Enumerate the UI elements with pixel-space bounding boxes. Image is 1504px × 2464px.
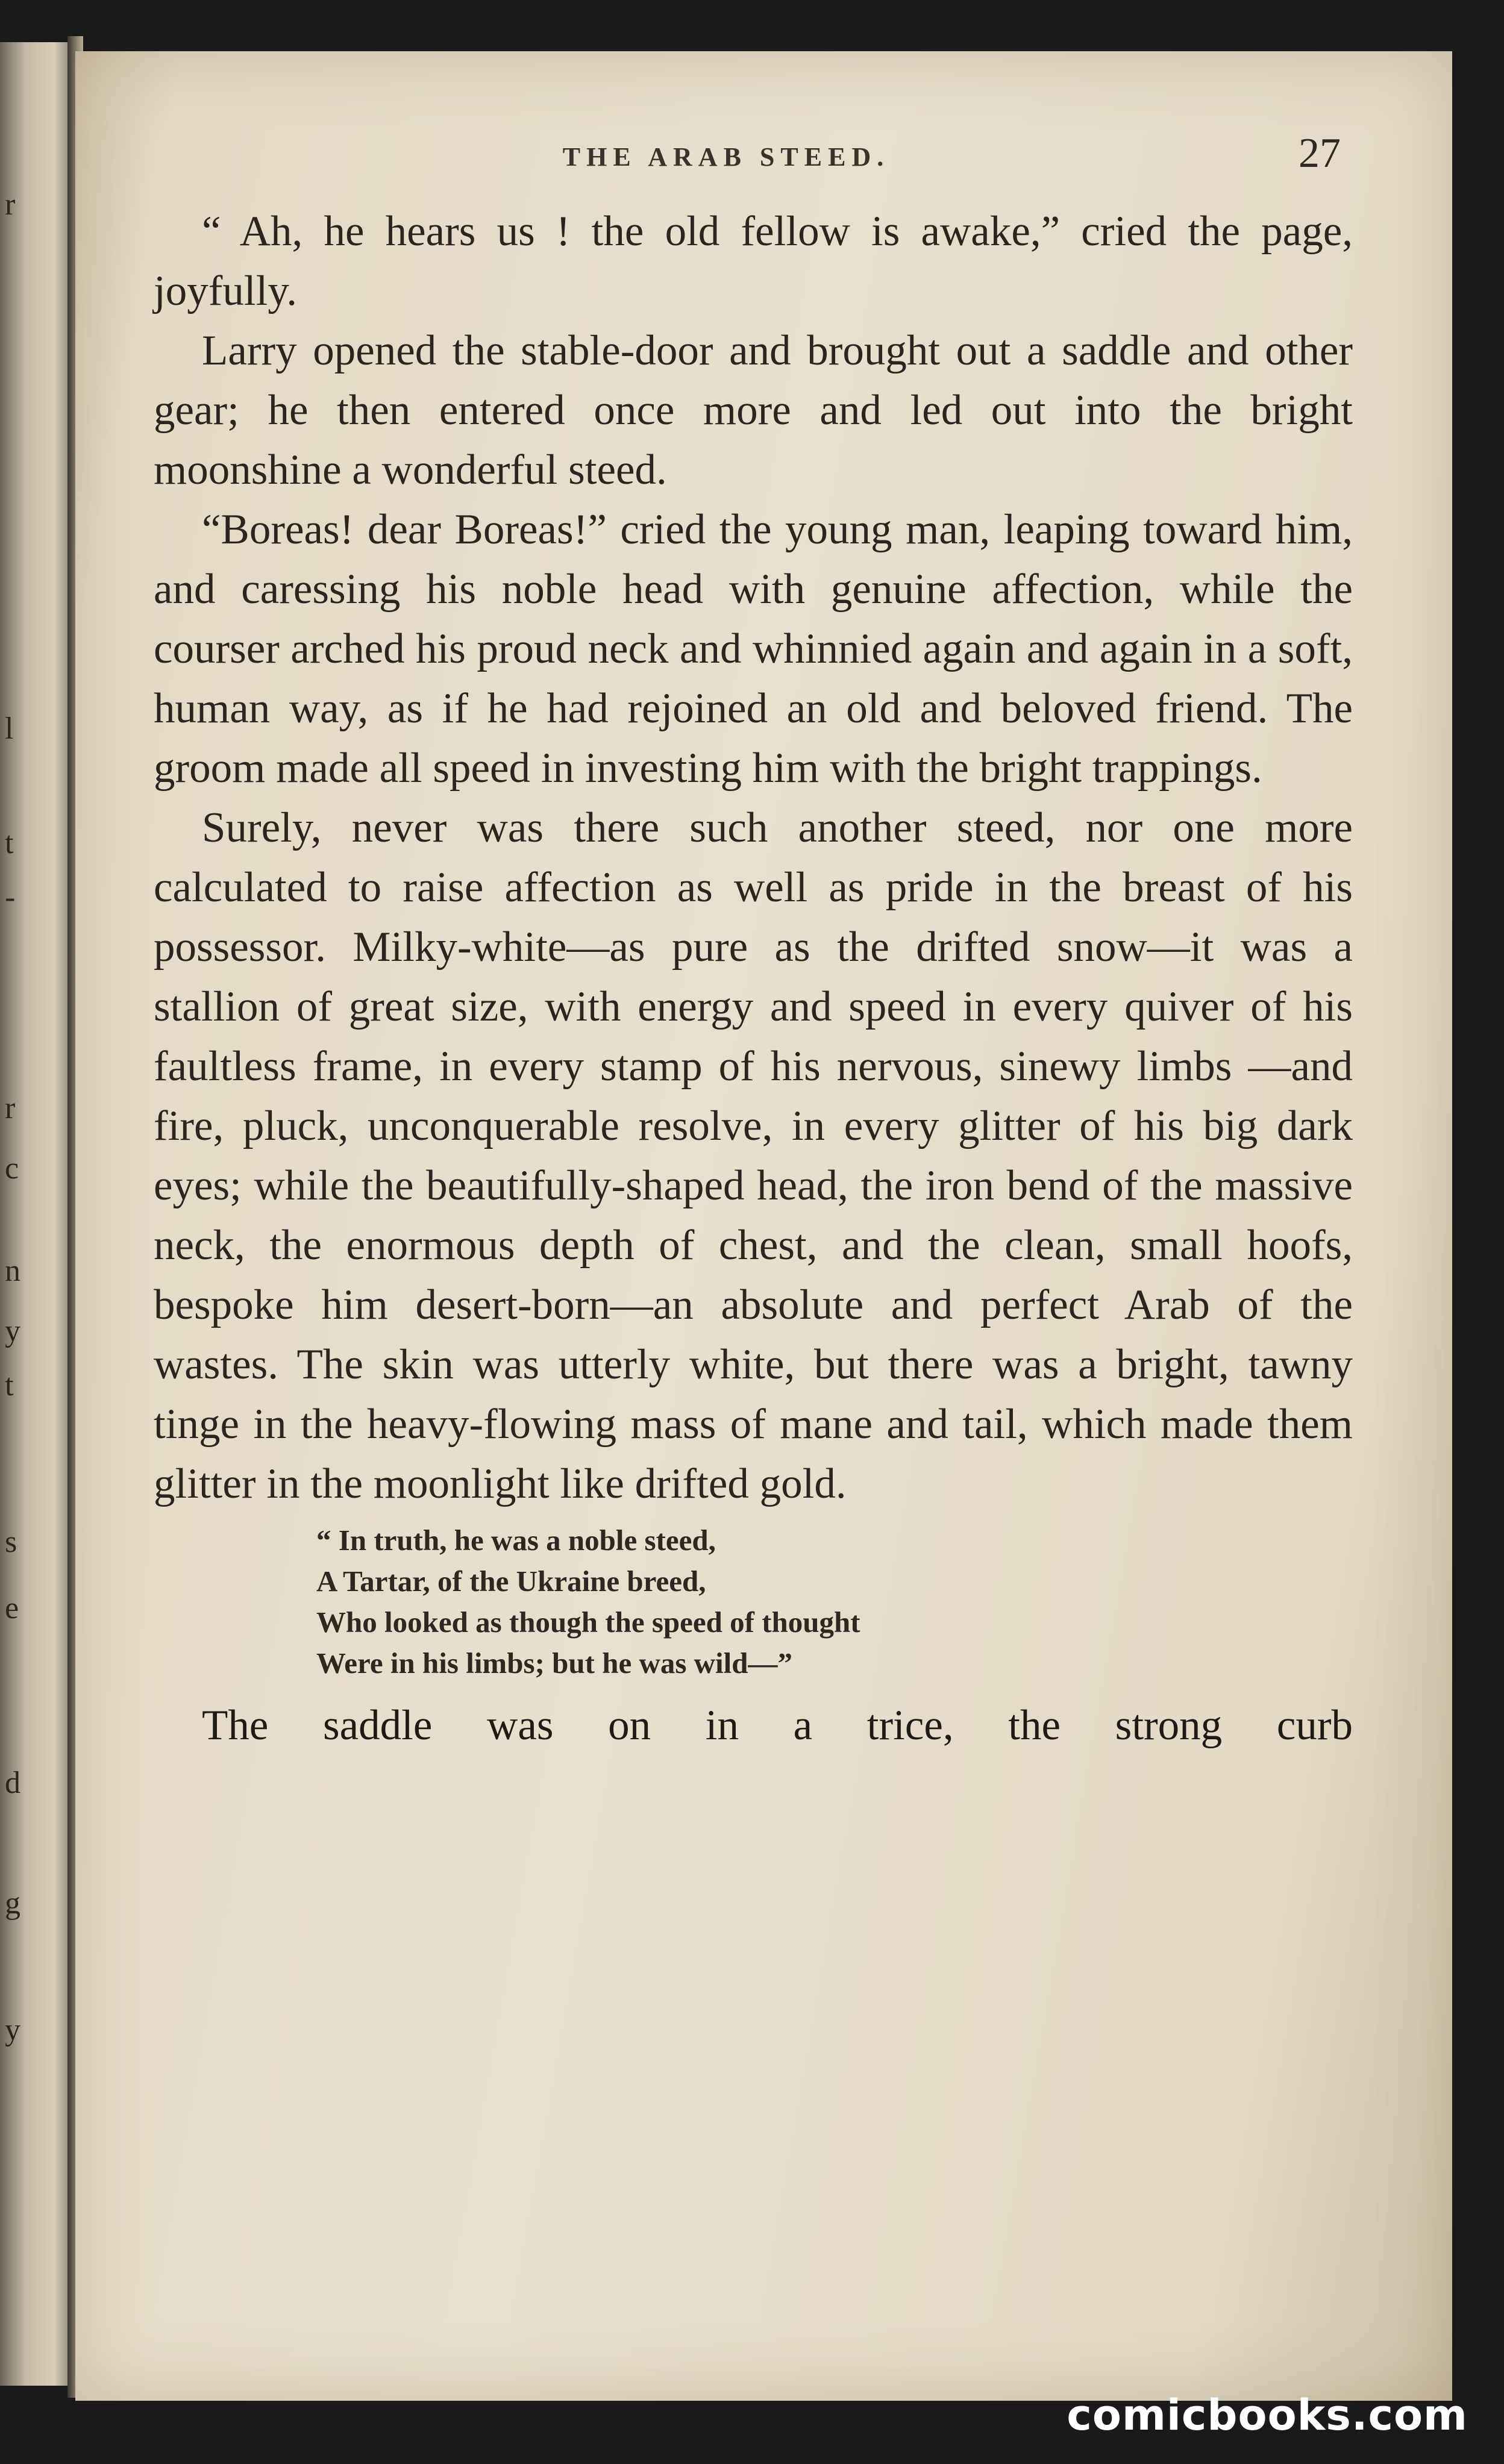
site-watermark: comicbooks.com [1067, 2391, 1468, 2440]
verse-line: “ In truth, he was a noble steed, [316, 1524, 716, 1557]
fragment: t [5, 1368, 14, 1402]
fragment: l [5, 711, 14, 746]
facing-page-fragments [0, 42, 72, 2386]
fragment: y [5, 2013, 20, 2047]
paragraph: Larry opened the stable-door and brought out a saddle and other gear; he then entered once more and led out into the bright moonshine a wonderful steed. [154, 327, 1353, 493]
fragment: s [5, 1525, 17, 1559]
page-number: 27 [1299, 130, 1341, 177]
verse-line: A Tartar, of the Ukraine breed, [316, 1565, 706, 1598]
fragment: d [5, 1766, 20, 1800]
paragraph: “ Ah, he hears us ! the old fellow is awake,” cried the page, joyfully. [154, 208, 1353, 314]
facing-page-edge [0, 42, 72, 2386]
fragment: y [5, 1314, 20, 1348]
fragment: g [5, 1886, 20, 1921]
running-head [154, 130, 1353, 202]
page-text [154, 130, 1353, 1756]
closing-line: The saddle was on in a trice, the strong curb [202, 1702, 1353, 1749]
fragment: - [5, 880, 16, 915]
paragraph: Surely, never was there such another steed, nor one more calculated to raise affection as well as pride in the breast of his possessor. Milky-white—as pure as the drifted snow—it was a stallion of great size, with energy and speed in every quiver of his faultless frame, in every stamp of his nervous, sinewy limbs —and fire, pluck, unconquerable resolve, in every glitter of his big dark eyes; while the beautifully-shaped head, the iron bend of the massive neck, the enormous depth of chest, and the clean, small hoofs, bespoke him desert-born—an absolute and perfect Arab of the wastes. The skin was utterly white, but there was a bright, tawny tinge in the heavy-flowing mass of mane and tail, which made them glitter in the moonlight like drifted gold. [154, 804, 1353, 1507]
fragment: t [5, 826, 14, 860]
verse-line: Were in his limbs; but he was wild—” [316, 1646, 793, 1680]
verse-line: Who looked as though the speed of thought [316, 1606, 860, 1639]
fragment: r [5, 187, 16, 222]
fragment: e [5, 1591, 19, 1625]
paragraph: “Boreas! dear Boreas!” cried the young man, leaping toward him, and caressing his noble head with genuine affection, while the courser arched his proud neck and whinnied again and again in a soft, human way, as if he had rejoined an old and beloved friend. The groom made all speed in investing him with the bright trappings. [154, 506, 1353, 792]
book-page [75, 51, 1452, 2401]
fragment: n [5, 1254, 20, 1288]
running-head-title: THE ARAB STEED. [562, 142, 890, 172]
verse-quote [316, 1520, 1353, 1684]
fragment: c [5, 1151, 19, 1186]
fragment: r [5, 1091, 16, 1125]
